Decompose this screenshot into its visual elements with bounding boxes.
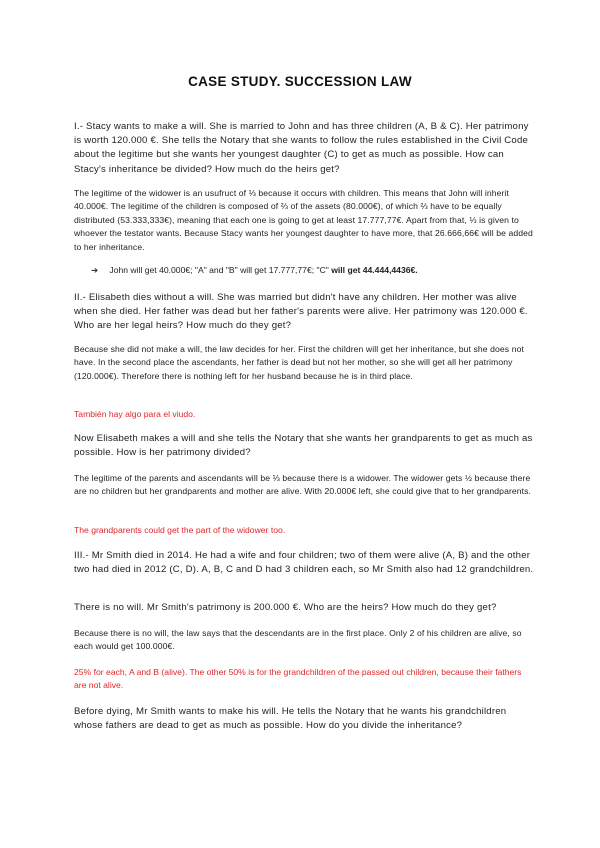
case2-note2: The grandparents could get the part of the widower too.	[74, 525, 286, 535]
case2-question2: Now Elisabeth makes a will and she tells the Notary that she wants her grandparents to get as much as possible. How is her patrimony divided?	[74, 433, 533, 459]
case2-note: También hay algo para el viudo.	[74, 409, 196, 419]
case1-summary	[91, 265, 418, 276]
case3-question: III.- Mr Smith died in 2014. He had a wife and four children; two of them were alive (A, B) and the other two had died in 2012 (C, D). A, B, C and D had 3 children each, so Mr Smith also had 12 grandchildren.	[74, 550, 534, 576]
case3-answer: Because there is no will, the law says that the descendants are in the first place. Only 2 of his children are alive, so each would get 100.000€.	[74, 628, 522, 652]
case3-question3: Before dying, Mr Smith wants to make his will. He tells the Notary that he wants his grandchildren whose fathers are dead to get as much as possible. How do you divide the inheritance?	[74, 706, 507, 732]
case2-answer2: The legitime of the parents and ascendants will be ⅓ because there is a widower. The widower gets ½ because there are no children but her grandparents and mother are alive. With 20.000€ left, she could give that to her grandparents.	[74, 473, 532, 497]
case3-note: 25% for each, A and B (alive). The other 50% is for the grandchildren of the passed out children, because their fathers are not alive.	[74, 667, 522, 691]
case1-question: I.- Stacy wants to make a will. She is married to John and has three children (A, B & C). Her patrimony is worth 120.000 €. She tells the Notary that she wants to follow the rules established in the Civil Code about the legitime but she wants her youngest daughter (C) to get as much as possible. How can Stacy's inheritance be divided? How much do the heirs get?	[74, 121, 529, 175]
case2-answer: Because she did not make a will, the law decides for her. First the children will get her inheritance, but she does not have. In the second place the ascendants, her father is dead but not her mother, so she will get all her patrimony (120.000€). Therefore there is nothing left for her husband because he is in third place.	[74, 344, 524, 381]
case1-summary-text: John will get 40.000€; "A" and "B" will get 17.777,77€; "C"	[109, 265, 329, 275]
page-title: CASE STUDY. SUCCESSION LAW	[188, 74, 412, 89]
case1-summary-bold: will get 44.444,4436€.	[331, 265, 418, 275]
case1-answer: The legitime of the widower is an usufruct of ⅓ because it occurs with children. This means that John will inherit 40.000€. The legitime of the children is composed of ⅔ of the assets (80.000€), of which ⅔ have to be equally distributed (53.333,333€), meaning that each one is going to get at least 17.777,77€. Apart from that, ⅓ is given to whoever the testator wants. Because Stacy wants her youngest daughter to have more, that 26.666,66€ will be added to her inheritance.	[74, 188, 533, 252]
case3-question2: There is no will. Mr Smith's patrimony is 200.000 €. Who are the heirs? How much do they get?	[74, 602, 497, 613]
arrow-right-icon: ➔	[91, 265, 99, 275]
case2-question: II.- Elisabeth dies without a will. She was married but didn't have any children. Her mother was alive when she died. Her father was dead but her father's parents were alive. Her patrimony was 120.000 €. Who are her legal heirs? How much do they get?	[74, 292, 528, 332]
